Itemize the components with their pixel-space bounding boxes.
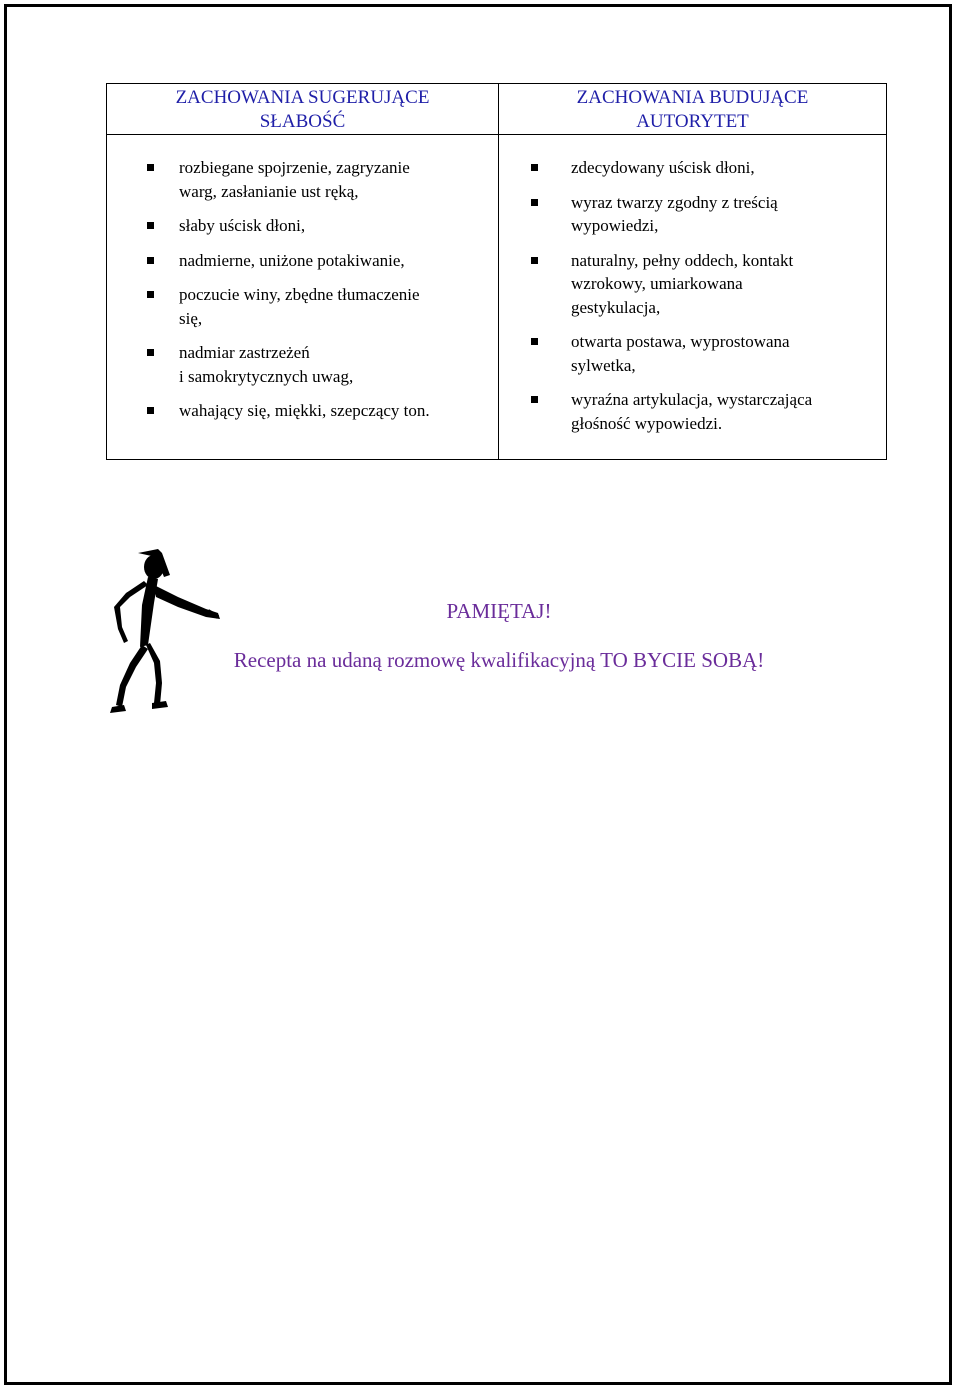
- list-item-line: słaby uścisk dłoni,: [179, 216, 306, 235]
- list-item-line: zdecydowany uścisk dłoni,: [571, 158, 755, 177]
- authority-list-cell: [499, 135, 886, 459]
- list-item-line: rozbiegane spojrzenie, zagryzanie: [179, 158, 410, 177]
- list-item-line: wyraz twarzy zgodny z treścią: [571, 192, 778, 212]
- bullet-square-icon: [147, 257, 154, 264]
- list-item: [499, 156, 886, 180]
- bullet-square-icon: [147, 349, 154, 356]
- list-item-line: i samokrytycznych uwag,: [179, 366, 354, 386]
- pointing-stick-figure-icon: [108, 545, 224, 717]
- list-item-line: sylwetka,: [571, 355, 636, 375]
- remember-recipe: Recepta na udaną rozmowę kwalifikacyjną TO BYCIE SOBĄ!: [233, 648, 765, 672]
- bullet-square-icon: [531, 164, 538, 171]
- weakness-list-cell: [107, 135, 499, 459]
- list-item: [107, 341, 498, 388]
- list-item-line: wzrokowy, umiarkowana: [571, 274, 743, 293]
- list-item: [499, 330, 886, 377]
- list-item-line: gestykulacja,: [571, 297, 661, 317]
- list-item: [107, 249, 498, 273]
- list-item-line: nadmierne, uniżone potakiwanie,: [179, 250, 405, 270]
- bullet-square-icon: [147, 407, 154, 414]
- list-item: [499, 388, 886, 435]
- list-item-line: wypowiedzi,: [571, 216, 659, 235]
- bullet-square-icon: [531, 396, 538, 403]
- list-item: [107, 214, 498, 238]
- list-item-line: poczucie winy, zbędne tłumaczenie: [179, 285, 420, 304]
- list-item: [499, 249, 886, 320]
- authority-header-line-1: ZACHOWANIA BUDUJĄCE: [576, 87, 809, 108]
- list-item: [107, 283, 498, 330]
- list-item: [107, 399, 498, 423]
- weakness-header: [107, 84, 499, 135]
- list-item-line: naturalny, pełny oddech, kontakt: [571, 250, 794, 270]
- weakness-header-line-2: SŁABOŚĆ: [259, 111, 346, 132]
- bullet-square-icon: [147, 291, 154, 298]
- list-item-line: warg, zasłanianie ust ręką,: [179, 181, 359, 201]
- list-item-line: głośność wypowiedzi.: [571, 413, 723, 433]
- weakness-list: [107, 156, 498, 423]
- list-item-line: nadmiar zastrzeżeń: [179, 343, 310, 362]
- authority-list: [499, 156, 886, 435]
- list-item: [499, 191, 886, 238]
- list-item-line: się,: [179, 308, 203, 328]
- weakness-header-line-1: ZACHOWANIA SUGERUJĄCE: [175, 87, 430, 108]
- bullet-square-icon: [147, 222, 154, 229]
- remember-title: PAMIĘTAJ!: [446, 599, 552, 623]
- list-item: [107, 156, 498, 203]
- list-item-line: otwarta postawa, wyprostowana: [571, 332, 790, 351]
- list-item-line: wahający się, miękki, szepczący ton.: [179, 401, 430, 420]
- authority-header: [499, 84, 886, 135]
- bullet-square-icon: [147, 164, 154, 171]
- bullet-square-icon: [531, 257, 538, 264]
- bullet-square-icon: [531, 338, 538, 345]
- comparison-table: [106, 83, 887, 460]
- list-item-line: wyraźna artykulacja, wystarczająca: [571, 390, 813, 409]
- authority-header-line-2: AUTORYTET: [636, 111, 749, 132]
- bullet-square-icon: [531, 199, 538, 206]
